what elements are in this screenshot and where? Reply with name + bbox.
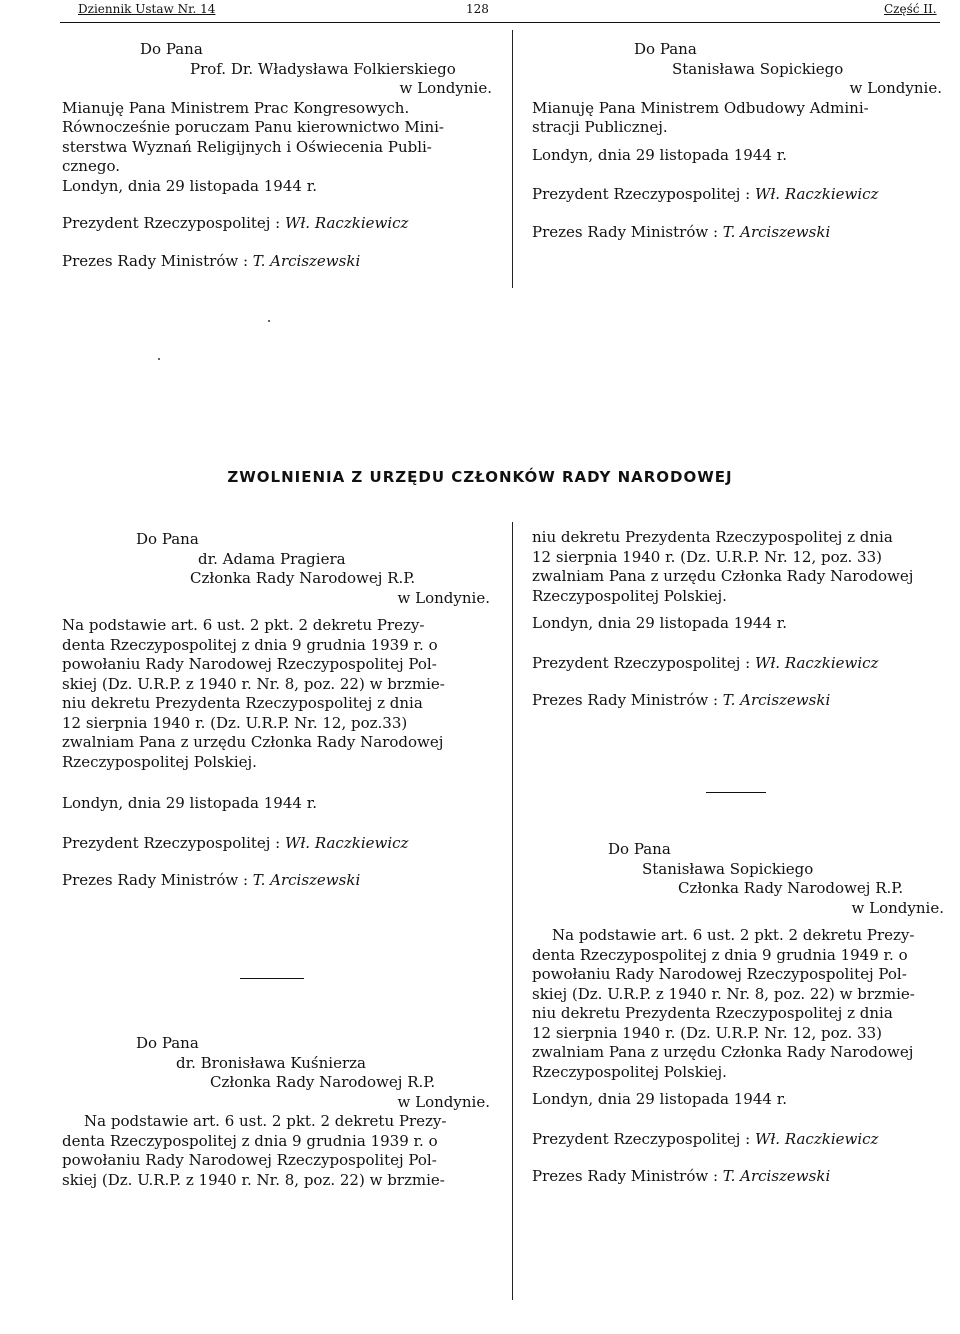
letter-sopicki-minister (532, 40, 942, 242)
pm-label: Prezes Rady Ministrów : (62, 251, 249, 270)
president-label: Prezydent Rzeczypospolitej : (532, 1129, 751, 1148)
body-line: Mianuję Pana Ministrem Odbudowy Admini- (532, 98, 869, 117)
letter-folkierski (62, 40, 492, 271)
body-line: 12 sierpnia 1940 r. (Dz. U.R.P. Nr. 12, poz.33) (62, 713, 408, 732)
president-signature: Wł. Raczkiewicz (755, 653, 879, 672)
body-line: niu dekretu Prezydenta Rzeczypospolitej z dnia (62, 694, 423, 712)
recipient-name: Prof. Dr. Władysława Folkierskiego (190, 59, 456, 78)
recipient-title: Członka Rady Narodowej R.P. (190, 569, 416, 587)
salutation: Do Pana (634, 40, 697, 58)
recipient-name: dr. Adama Pragiera (198, 549, 346, 568)
page-number: 128 (466, 2, 489, 16)
body-line: stracji Publicznej. (532, 118, 668, 136)
letter-date: Londyn, dnia 29 listopada 1944 r. (532, 145, 787, 164)
pm-signature: T. Arciszewski (722, 691, 831, 709)
recipient-location: w Londynie. (399, 79, 492, 97)
salutation: Do Pana (140, 40, 203, 58)
print-speck (158, 358, 160, 360)
pm-label: Prezes Rady Ministrów : (532, 691, 719, 709)
president-signature: Wł. Raczkiewicz (755, 185, 879, 203)
recipient-name: Stanisława Sopickiego (672, 59, 844, 78)
body-line: denta Rzeczypospolitej z dnia 9 grudnia 1939 r. o (62, 635, 438, 654)
president-label: Prezydent Rzeczypospolitej : (62, 214, 281, 232)
salutation: Do Pana (136, 530, 199, 548)
pm-signature: T. Arciszewski (722, 222, 831, 241)
letter-date: Londyn, dnia 29 listopada 1944 r. (62, 176, 317, 195)
body-line: skiej (Dz. U.R.P. z 1940 r. Nr. 8, poz. 22) w brzmie- (532, 984, 915, 1003)
body-line: 12 sierpnia 1940 r. (Dz. U.R.P. Nr. 12, poz. 33) (532, 547, 882, 566)
body-line: Równocześnie poruczam Panu kierownictwo Mini- (62, 118, 445, 136)
journal-name: Dziennik Ustaw Nr. 14 (78, 2, 216, 16)
body-line: Rzeczypospolitej Polskiej. (62, 752, 257, 771)
salutation: Do Pana (136, 1034, 199, 1052)
body-line: skiej (Dz. U.R.P. z 1940 r. Nr. 8, poz. 22) w brzmie- (62, 674, 445, 693)
body-line: Na podstawie art. 6 ust. 2 pkt. 2 dekretu Prezy- (552, 926, 915, 944)
pm-label: Prezes Rady Ministrów : (532, 222, 719, 241)
body-line: Mianuję Pana Ministrem Prac Kongresowych. (62, 98, 410, 117)
body-line: powołaniu Rady Narodowej Rzeczypospolitej Pol- (532, 965, 907, 983)
body-line: Na podstawie art. 6 ust. 2 pkt. 2 dekretu Prezy- (62, 616, 425, 634)
recipient-title: Członka Rady Narodowej R.P. (210, 1073, 436, 1091)
body-line: niu dekretu Prezydenta Rzeczypospolitej z dnia (532, 528, 893, 546)
president-label: Prezydent Rzeczypospolitej : (532, 185, 751, 203)
body-line: Rzeczypospolitej Polskiej. (532, 1062, 727, 1081)
letter-date: Londyn, dnia 29 listopada 1944 r. (532, 614, 787, 632)
column-divider-bottom (512, 522, 513, 1300)
president-signature: Wł. Raczkiewicz (285, 214, 409, 232)
recipient-location: w Londynie. (397, 1092, 490, 1111)
president-signature: Wł. Raczkiewicz (285, 833, 409, 852)
letter-date: Londyn, dnia 29 listopada 1944 r. (532, 1090, 787, 1108)
letter-separator (706, 792, 766, 793)
recipient-location: w Londynie. (851, 898, 944, 917)
column-divider-top (512, 30, 513, 288)
letter-date: Londyn, dnia 29 listopada 1944 r. (62, 794, 317, 812)
pm-signature: T. Arciszewski (722, 1167, 831, 1185)
body-line: Rzeczypospolitej Polskiej. (532, 586, 727, 605)
pm-label: Prezes Rady Ministrów : (532, 1167, 719, 1185)
letter-pragier (62, 530, 490, 891)
body-line: zwalniam Pana z urzędu Członka Rady Narodowej (62, 733, 444, 751)
body-line: powołaniu Rady Narodowej Rzeczypospolitej Pol- (62, 655, 437, 673)
body-line: sterstwa Wyznań Religijnych i Oświecenia Publi- (62, 137, 432, 156)
body-line: skiej (Dz. U.R.P. z 1940 r. Nr. 8, poz. 22) w brzmie- (62, 1170, 445, 1189)
body-line: zwalniam Pana z urzędu Członka Rady Narodowej (532, 567, 914, 585)
body-line: cznego. (62, 157, 120, 175)
body-line: powołaniu Rady Narodowej Rzeczypospolitej Pol- (62, 1151, 437, 1169)
recipient-name: dr. Bronisława Kuśnierza (176, 1053, 366, 1072)
recipient-location: w Londynie. (849, 79, 942, 97)
recipient-location: w Londynie. (397, 588, 490, 607)
letter-sopicki-member (532, 840, 944, 1187)
section-title: ZWOLNIENIA Z URZĘDU CZŁONKÓW RADY NARODOWEJ (227, 468, 733, 486)
pm-label: Prezes Rady Ministrów : (62, 871, 249, 889)
recipient-name: Stanisława Sopickiego (642, 859, 814, 878)
body-line: denta Rzeczypospolitej z dnia 9 grudnia 1949 r. o (532, 945, 908, 964)
part-label: Część II. (884, 2, 937, 16)
letter-separator (240, 978, 304, 979)
recipient-title: Członka Rady Narodowej R.P. (678, 879, 904, 897)
president-signature: Wł. Raczkiewicz (755, 1129, 879, 1148)
print-speck (268, 320, 270, 322)
header-rule (60, 22, 940, 23)
pm-signature: T. Arciszewski (252, 871, 361, 889)
letter-kusnierz-body (62, 1112, 490, 1190)
body-line: niu dekretu Prezydenta Rzeczypospolitej z dnia (532, 1004, 893, 1022)
body-line: 12 sierpnia 1940 r. (Dz. U.R.P. Nr. 12, poz. 33) (532, 1023, 882, 1042)
president-label: Prezydent Rzeczypospolitej : (62, 833, 281, 852)
pm-signature: T. Arciszewski (252, 251, 361, 270)
body-line: Na podstawie art. 6 ust. 2 pkt. 2 dekretu Prezy- (84, 1112, 447, 1130)
president-label: Prezydent Rzeczypospolitej : (532, 653, 751, 672)
letter-kusnierz (82, 1034, 490, 1112)
body-line: zwalniam Pana z urzędu Członka Rady Narodowej (532, 1043, 914, 1061)
salutation: Do Pana (608, 840, 671, 858)
body-line: denta Rzeczypospolitej z dnia 9 grudnia 1939 r. o (62, 1131, 438, 1150)
letter-pragier-continuation (532, 528, 944, 711)
